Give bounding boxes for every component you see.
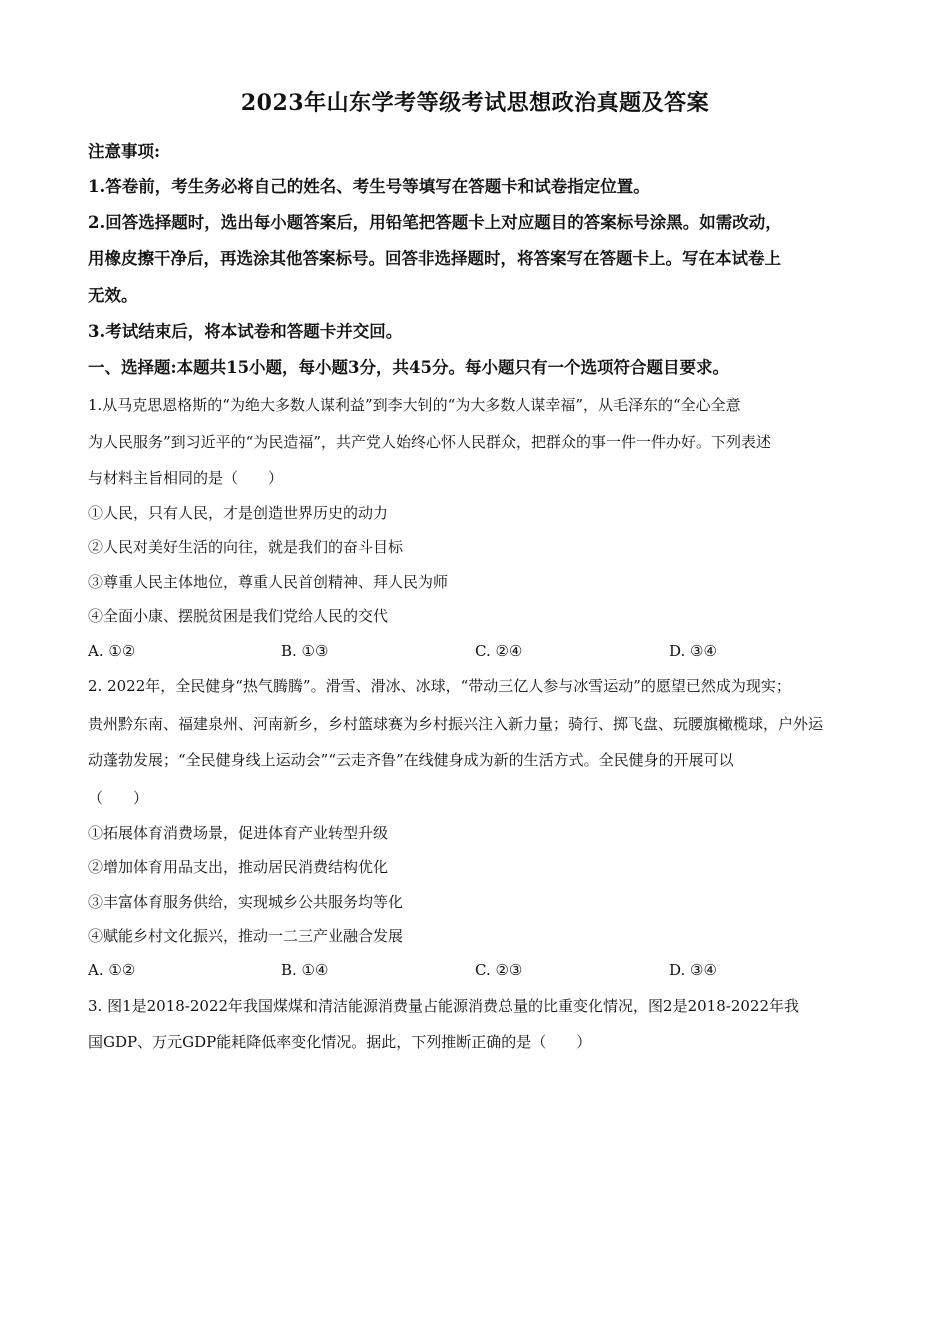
section-heading: 一、选择题:本题共15小题，每小题3分，共45分。每小题只有一个选项符合题目要求。 bbox=[88, 358, 729, 377]
q2-stem-line: 动蓬勃发展；“全民健身线上运动会”“云走齐鲁”在线健身成为新的生活方式。全民健身的开展可以 bbox=[88, 751, 734, 769]
q1-option-b: B. ①③ bbox=[281, 642, 329, 660]
q1-stem-line: 为人民服务”到习近平的“为民造福”，共产党人始终心怀人民群众，把群众的事一件一件办好。下列表述 bbox=[88, 433, 772, 451]
q2-option-c: C. ②③ bbox=[475, 961, 523, 979]
q1-statement: ②人民对美好生活的向往，就是我们的奋斗目标 bbox=[88, 538, 404, 556]
q1-option-d: D. ③④ bbox=[669, 642, 717, 660]
q1-statement: ③尊重人民主体地位，尊重人民首创精神、拜人民为师 bbox=[88, 573, 449, 591]
q1-option-a: A. ①② bbox=[88, 642, 136, 660]
q1-stem-line: 与材料主旨相同的是（ ） bbox=[88, 469, 284, 487]
q1-statement: ④全面小康、摆脱贫困是我们党给人民的交代 bbox=[88, 607, 389, 625]
q2-stem-line: 贵州黔东南、福建泉州、河南新乡，乡村篮球赛为乡村振兴注入新力量；骑行、掷飞盘、玩腰旗橄榄球，户外运 bbox=[88, 715, 824, 733]
notice-item: 2.回答选择题时，选出每小题答案后，用铅笔把答题卡上对应题目的答案标号涂黑。如需改动， bbox=[88, 213, 782, 232]
q1-statement: ①人民，只有人民，才是创造世界历史的动力 bbox=[88, 504, 389, 522]
notice-item: 1.答卷前，考生务必将自己的姓名、考生号等填写在答题卡和试卷指定位置。 bbox=[88, 177, 650, 196]
q3-stem-line: 3. 图1是2018-2022年我国煤煤和清洁能源消费量占能源消费总量的比重变化情况，图2是2018-2022年我 bbox=[88, 997, 800, 1015]
page-title: 2023年山东学考等级考试思想政治真题及答案 bbox=[240, 90, 710, 116]
q3-stem-line: 国GDP、万元GDP能耗降低率变化情况。据此，下列推断正确的是（ ） bbox=[88, 1033, 592, 1051]
q2-stem-line: 2. 2022年，全民健身“热气腾腾”。滑雪、滑冰、冰球，“带动三亿人参与冰雪运动”的愿望已然成为现实； bbox=[88, 677, 791, 695]
notice-item: 用橡皮擦干净后，再选涂其他答案标号。回答非选择题时，将答案写在答题卡上。写在本试卷上 bbox=[88, 249, 781, 268]
q2-stem-line: （ ） bbox=[88, 789, 149, 807]
notice-heading: 注意事项: bbox=[88, 142, 161, 161]
q2-statement: ①拓展体育消费场景，促进体育产业转型升级 bbox=[88, 824, 389, 842]
q1-option-c: C. ②④ bbox=[475, 642, 523, 660]
q2-statement: ③丰富体育服务供给，实现城乡公共服务均等化 bbox=[88, 893, 404, 911]
q2-options bbox=[88, 958, 868, 982]
q2-statement: ②增加体育用品支出，推动居民消费结构优化 bbox=[88, 858, 389, 876]
q2-option-a: A. ①② bbox=[88, 961, 136, 979]
q2-option-d: D. ③④ bbox=[669, 961, 717, 979]
q1-options bbox=[88, 639, 868, 663]
q2-statement: ④赋能乡村文化振兴，推动一二三产业融合发展 bbox=[88, 927, 404, 945]
notice-item: 3.考试结束后，将本试卷和答题卡并交回。 bbox=[88, 322, 403, 341]
notice-item: 无效。 bbox=[88, 286, 138, 305]
q1-stem-line: 1.从马克思恩格斯的“为绝大多数人谋利益”到李大钊的“为大多数人谋幸福”，从毛泽东的“全心全意 bbox=[88, 396, 741, 414]
q2-option-b: B. ①④ bbox=[281, 961, 329, 979]
